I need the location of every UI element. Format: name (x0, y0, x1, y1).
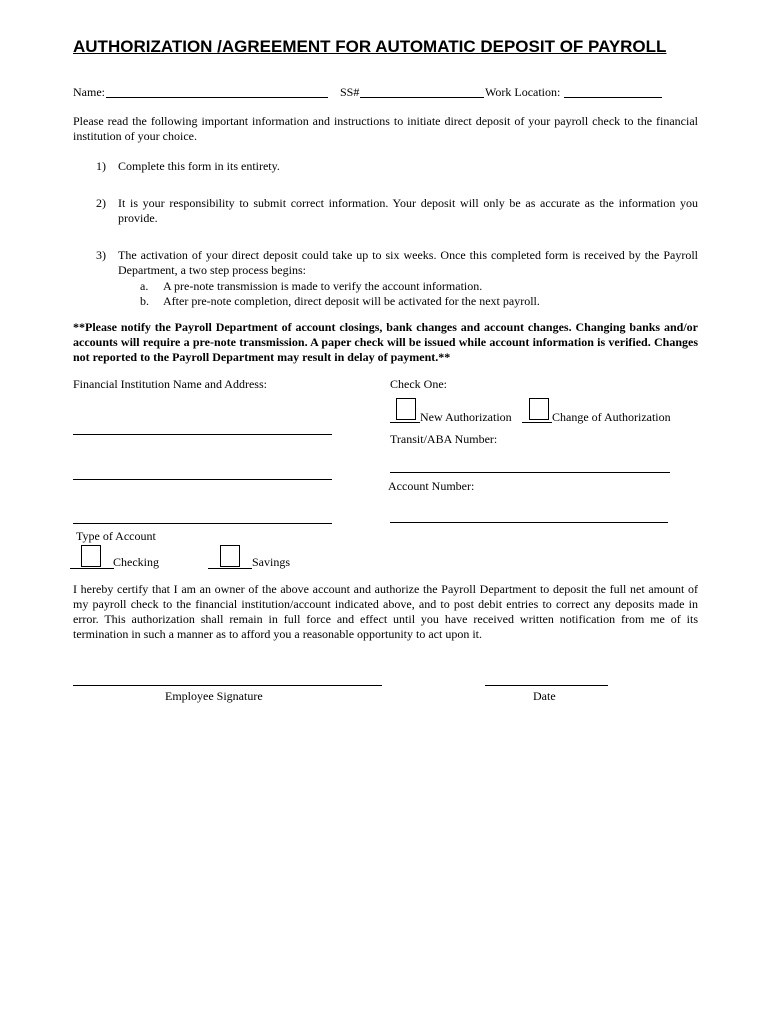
institution-line-2[interactable] (73, 479, 332, 480)
step-1-number: 1) (96, 159, 106, 173)
substep-b-text: After pre-note completion, direct deposit will be activated for the next payroll. (163, 294, 540, 308)
ss-field[interactable] (360, 97, 484, 98)
work-location-label: Work Location: (485, 85, 561, 99)
certification-paragraph: I hereby certify that I am an owner of the above account and authorize the Payroll Department to deposit the full net amount of my payroll check to the financial institution/account indicated above, and to post debit entries to correct any deposits made in error. This authorization shall remain in full force and effect until you have received written notification from me of its termination in such a manner as to afford you a reasonable opportunity to act upon it. (73, 582, 698, 641)
name-field[interactable] (106, 97, 328, 98)
check-one-label: Check One: (390, 377, 447, 391)
step-3-text: The activation of your direct deposit could take up to six weeks. Once this completed form is received by the Payroll Department, a two step process begins: (118, 248, 698, 277)
savings-checkbox[interactable] (220, 545, 240, 567)
step-1-text: Complete this form in its entirety. (118, 159, 280, 173)
employee-signature-label: Employee Signature (165, 689, 263, 703)
new-authorization-underline (390, 422, 420, 423)
savings-label: Savings (252, 555, 291, 569)
step-2-text: It is your responsibility to submit correct information. Your deposit will only be as accurate as the information you provide. (118, 196, 698, 225)
step-3-number: 3) (96, 248, 106, 262)
date-field[interactable] (485, 685, 608, 686)
transit-aba-label: Transit/ABA Number: (390, 432, 498, 446)
change-authorization-underline (522, 422, 552, 423)
savings-underline (208, 568, 252, 569)
checking-checkbox[interactable] (81, 545, 101, 567)
step-2-number: 2) (96, 196, 106, 210)
form-title: AUTHORIZATION /AGREEMENT FOR AUTOMATIC DEPOSIT OF PAYROLL (73, 37, 667, 56)
substep-a-text: A pre-note transmission is made to verify the account information. (163, 279, 483, 293)
institution-label: Financial Institution Name and Address: (73, 377, 267, 391)
employee-signature-field[interactable] (73, 685, 382, 686)
transit-aba-field[interactable] (390, 472, 670, 473)
change-authorization-label: Change of Authorization (552, 410, 671, 424)
account-number-field[interactable] (390, 522, 668, 523)
checking-underline (70, 568, 114, 569)
change-authorization-checkbox[interactable] (529, 398, 549, 420)
name-label: Name: (73, 85, 105, 99)
date-label: Date (533, 689, 556, 703)
intro-paragraph: Please read the following important information and instructions to initiate direct deposit of your payroll check to the financial institution of your choice. (73, 114, 698, 143)
institution-line-3[interactable] (73, 523, 332, 524)
new-authorization-label: New Authorization (420, 410, 512, 424)
checking-label: Checking (113, 555, 159, 569)
notice-paragraph: **Please notify the Payroll Department of account closings, bank changes and account changes. Changing banks and/or accounts will require a pre-note transmission. A paper check will be issued while account information is verified. Changes not reported to the Payroll Department may result in delay of payment.** (73, 320, 698, 364)
ss-label: SS# (340, 85, 360, 99)
work-location-field[interactable] (564, 97, 662, 98)
new-authorization-checkbox[interactable] (396, 398, 416, 420)
substep-b-letter: b. (140, 294, 149, 308)
institution-line-1[interactable] (73, 434, 332, 435)
substep-a-letter: a. (140, 279, 149, 293)
account-type-label: Type of Account (76, 529, 156, 543)
account-number-label: Account Number: (388, 479, 475, 493)
